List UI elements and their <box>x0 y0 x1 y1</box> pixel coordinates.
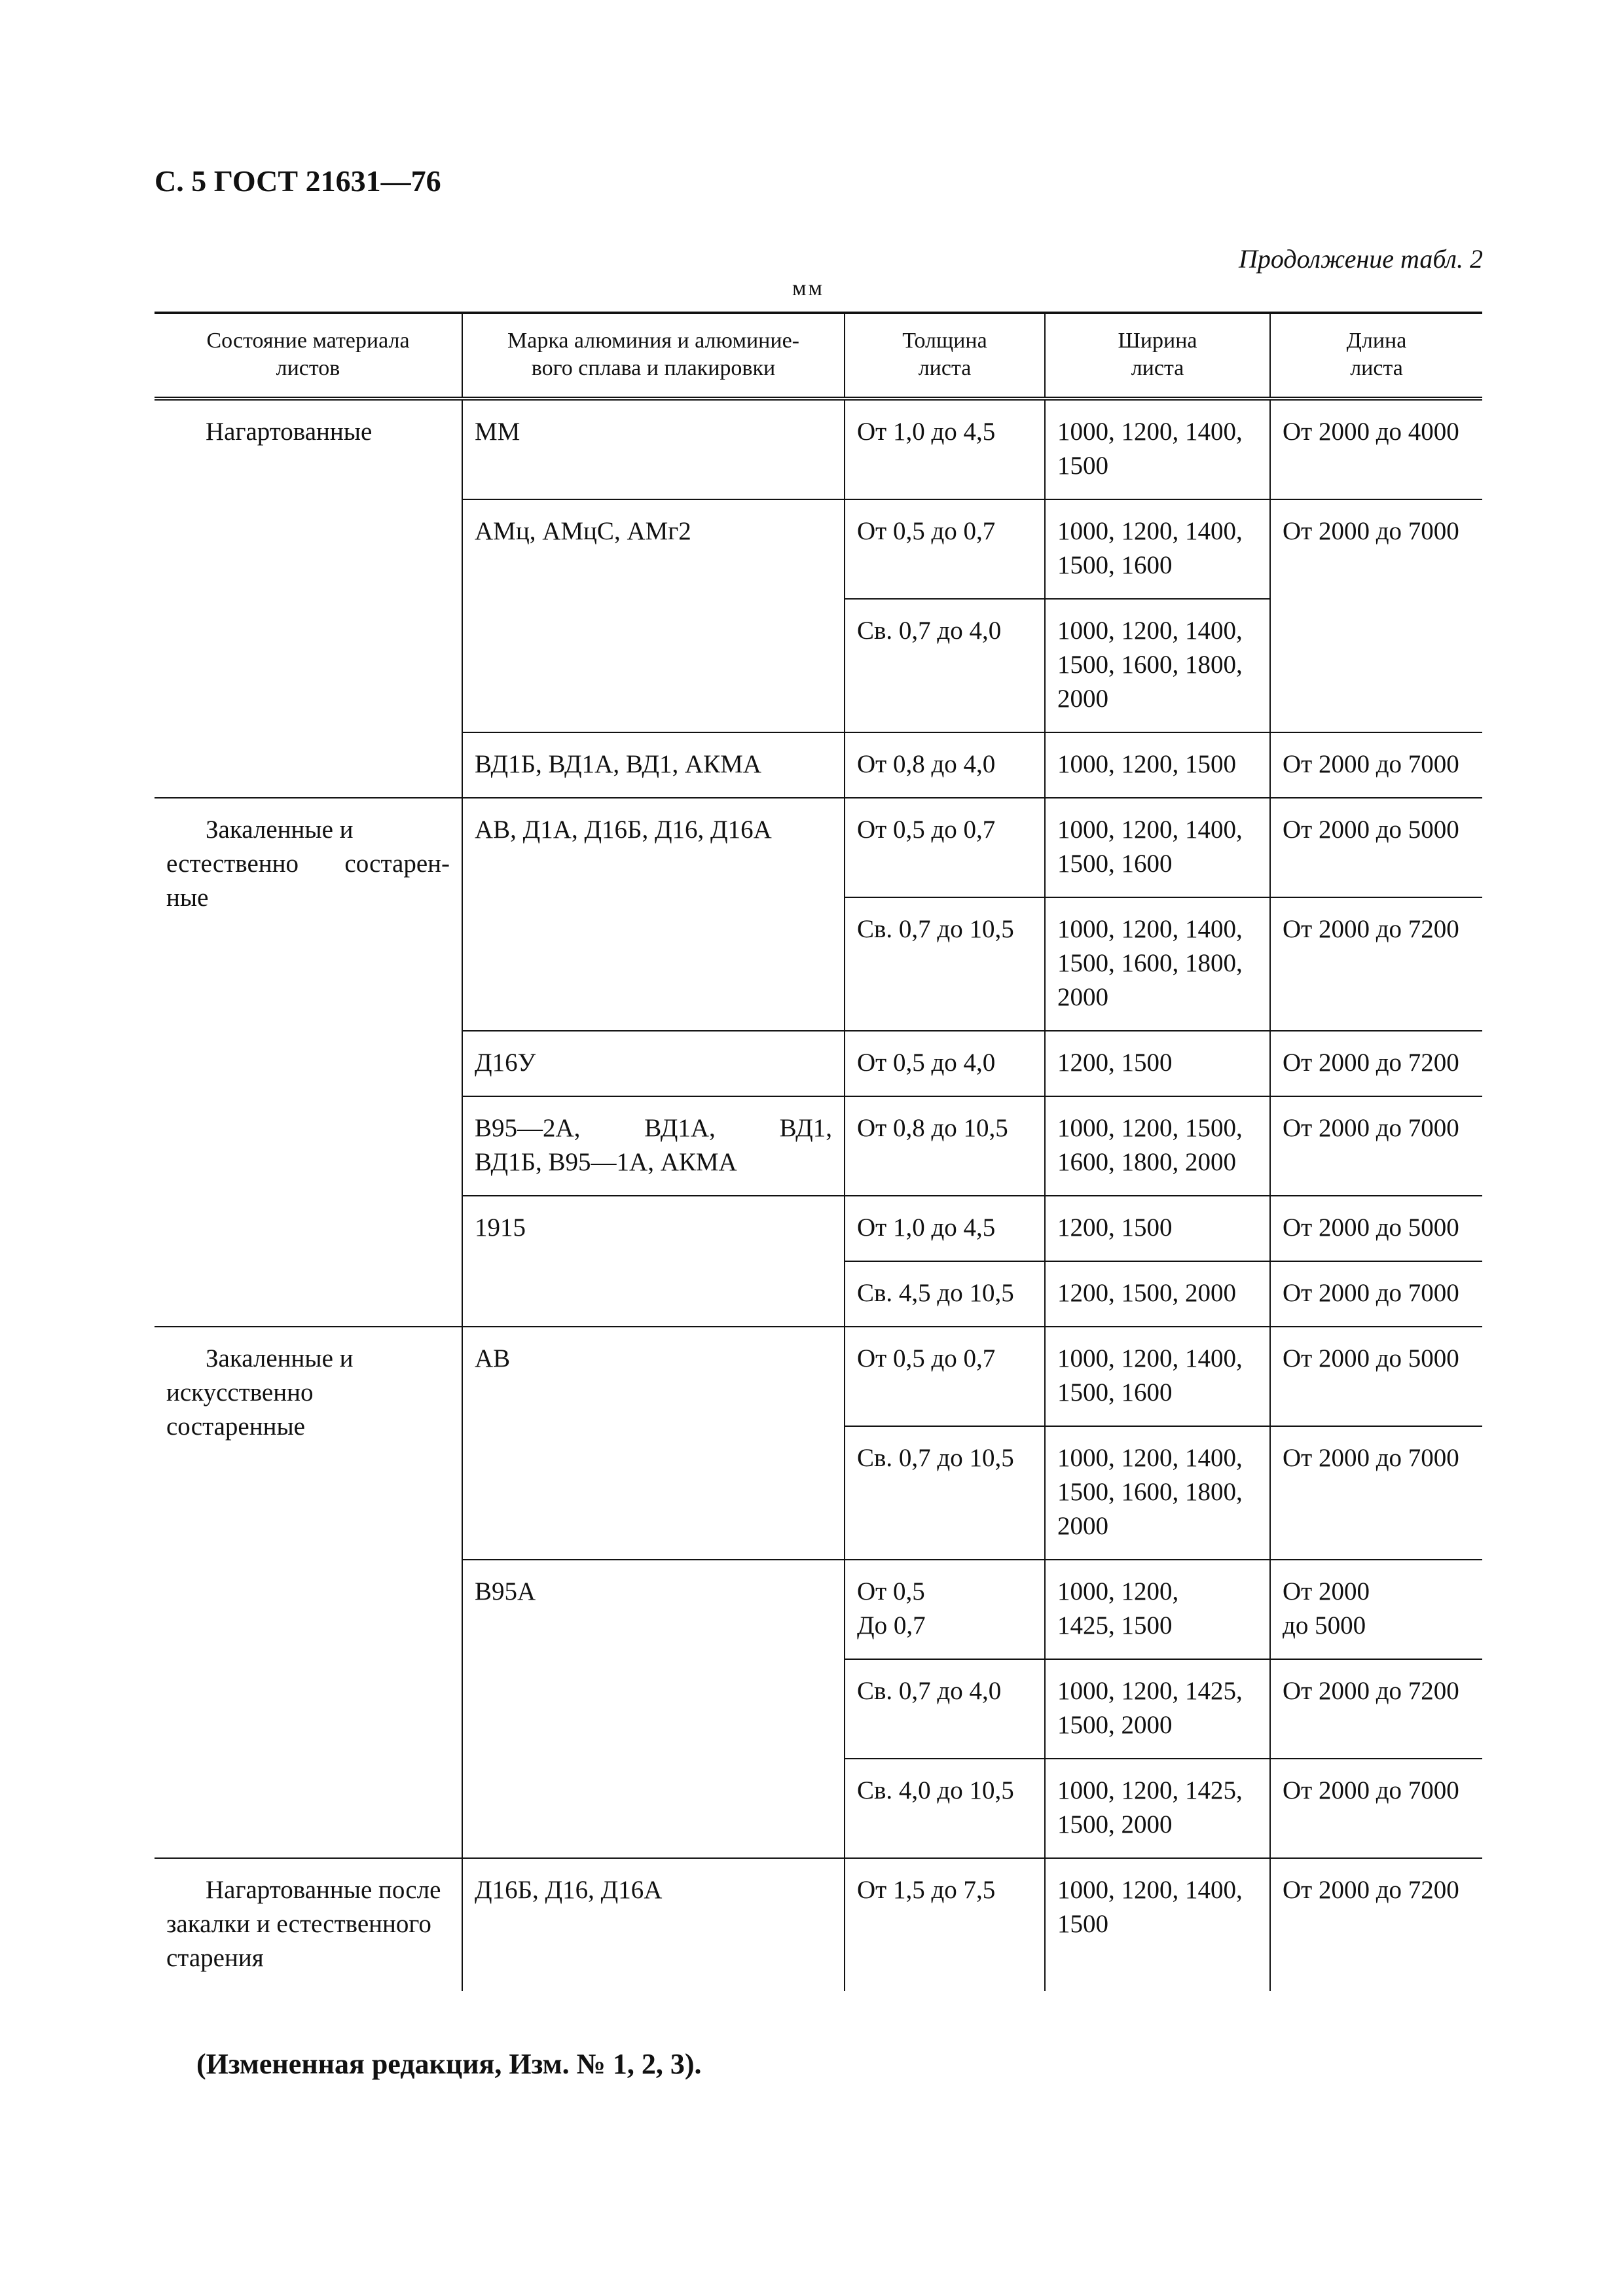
thickness-cell <box>845 897 1045 1031</box>
length-cell <box>1270 1858 1482 1991</box>
table-row <box>155 1327 1482 1426</box>
cell-text: искусственно <box>166 1378 314 1407</box>
width-cell <box>1045 599 1270 732</box>
header-text: Ширина <box>1118 329 1197 353</box>
cell-text: 1500, 1600 <box>1057 1378 1173 1407</box>
amendment-note: (Измененная редакция, Изм. № 1, 2, 3). <box>196 2048 702 2080</box>
width-cell <box>1045 1560 1270 1659</box>
alloy-grade-cell <box>462 1560 845 1858</box>
cell-text: От 2000 до 4000 <box>1283 418 1459 446</box>
cell-text: 1425, 1500 <box>1057 1611 1173 1640</box>
width-cell <box>1045 1327 1270 1426</box>
cell-text: От 2000 до 5000 <box>1283 1213 1459 1242</box>
cell-text: От 2000 до 5000 <box>1283 1344 1459 1372</box>
cell-text: 1000, 1200, 1400, <box>1057 915 1243 943</box>
cell-text: ВД1Б, В95—1А, АКМА <box>475 1148 737 1176</box>
cell-text: 1000, 1200, 1425, <box>1057 1677 1243 1705</box>
header-text: Состояние материала <box>206 329 410 353</box>
table-header-row <box>155 313 1482 399</box>
width-cell <box>1045 499 1270 599</box>
thickness-cell <box>845 1858 1045 1991</box>
thickness-cell <box>845 732 1045 798</box>
header-text: листа <box>1350 356 1403 380</box>
cell-text: Закаленные и <box>206 1344 354 1372</box>
table-row <box>155 399 1482 499</box>
alloy-grade-cell <box>462 1858 845 1991</box>
cell-text: От 2000 до 7000 <box>1283 750 1459 778</box>
thickness-cell <box>845 599 1045 732</box>
thickness-cell <box>845 1096 1045 1196</box>
cell-text: Св. 0,7 до 4,0 <box>857 1677 1002 1705</box>
alloy-grade-cell <box>462 798 845 1031</box>
material-state-cell <box>155 1327 462 1858</box>
thickness-cell <box>845 1560 1045 1659</box>
cell-text: 1000, 1200, 1400, <box>1057 1344 1243 1372</box>
cell-text: 1200, 1500 <box>1057 1049 1173 1077</box>
table-row <box>155 1858 1482 1991</box>
cell-text: ВД1Б, ВД1А, ВД1, АКМА <box>475 750 761 778</box>
sheet-dimensions-table <box>155 312 1482 1991</box>
alloy-grade-cell <box>462 1327 845 1560</box>
header-thickness <box>845 313 1045 399</box>
header-width <box>1045 313 1270 399</box>
thickness-cell <box>845 399 1045 499</box>
length-cell <box>1270 897 1482 1031</box>
cell-text: От 2000 до 7000 <box>1283 1279 1459 1307</box>
cell-text: до 5000 <box>1283 1611 1366 1640</box>
cell-text: старения <box>166 1944 264 1972</box>
cell-text: 2000 <box>1057 685 1108 713</box>
cell-text: От 2000 до 5000 <box>1283 816 1459 844</box>
length-cell <box>1270 1659 1482 1759</box>
cell-text: От 2000 до 7200 <box>1283 1049 1459 1077</box>
width-cell <box>1045 399 1270 499</box>
material-state-cell <box>155 1858 462 1991</box>
cell-text: 2000 <box>1057 983 1108 1011</box>
cell-text: От 0,5 <box>857 1577 925 1605</box>
cell-text: 1500, 1600, 1800, <box>1057 651 1243 679</box>
cell-text: 1000, 1200, 1500, <box>1057 1114 1243 1142</box>
cell-text: естественно состарен- <box>166 850 450 878</box>
cell-text: Д16Б, Д16, Д16А <box>475 1876 663 1904</box>
cell-text: От 1,0 до 4,5 <box>857 1213 996 1242</box>
cell-text: 1000, 1200, 1500 <box>1057 750 1236 778</box>
cell-text: ные <box>166 884 209 912</box>
cell-text: 1000, 1200, 1400, <box>1057 617 1243 645</box>
cell-text: Д16У <box>475 1049 536 1077</box>
cell-text: 1000, 1200, 1400, <box>1057 517 1243 545</box>
cell-text: 1200, 1500 <box>1057 1213 1173 1242</box>
cell-text: От 2000 <box>1283 1577 1370 1605</box>
width-cell <box>1045 1031 1270 1096</box>
header-text: вого сплава и плакировки <box>531 356 776 380</box>
cell-text: 1500, 1600 <box>1057 850 1173 878</box>
cell-text: От 0,8 до 4,0 <box>857 750 996 778</box>
cell-text: Св. 4,0 до 10,5 <box>857 1776 1014 1804</box>
cell-text: Св. 0,7 до 10,5 <box>857 1444 1014 1472</box>
cell-text: От 2000 до 7000 <box>1283 1444 1459 1472</box>
cell-text: 1000, 1200, 1400, <box>1057 1444 1243 1472</box>
alloy-grade-cell <box>462 399 845 499</box>
table-row <box>155 798 1482 897</box>
width-cell <box>1045 897 1270 1031</box>
cell-text: Св. 4,5 до 10,5 <box>857 1279 1014 1307</box>
width-cell <box>1045 1659 1270 1759</box>
thickness-cell <box>845 1759 1045 1858</box>
cell-text: Нагартованные <box>206 418 373 446</box>
header-text: Длина <box>1346 329 1407 353</box>
thickness-cell <box>845 1426 1045 1560</box>
header-alloy-grade <box>462 313 845 399</box>
cell-text: 1000, 1200, 1400, <box>1057 1876 1243 1904</box>
thickness-cell <box>845 1659 1045 1759</box>
cell-text: От 0,5 до 0,7 <box>857 1344 996 1372</box>
length-cell <box>1270 399 1482 499</box>
cell-text: Св. 0,7 до 10,5 <box>857 915 1014 943</box>
cell-text: От 2000 до 7000 <box>1283 517 1459 545</box>
thickness-cell <box>845 1261 1045 1327</box>
cell-text: 1200, 1500, 2000 <box>1057 1279 1236 1307</box>
cell-text: От 2000 до 7000 <box>1283 1114 1459 1142</box>
cell-text: Закаленные и <box>206 816 354 844</box>
thickness-cell <box>845 499 1045 599</box>
length-cell <box>1270 1196 1482 1261</box>
header-text: листов <box>276 356 340 380</box>
material-state-cell <box>155 399 462 798</box>
header-text: листа <box>1131 356 1184 380</box>
cell-text: От 2000 до 7200 <box>1283 915 1459 943</box>
cell-text: В95—2А, ВД1А, ВД1, <box>475 1114 832 1142</box>
cell-text: 1600, 1800, 2000 <box>1057 1148 1236 1176</box>
cell-text: 1000, 1200, <box>1057 1577 1179 1605</box>
material-state-cell <box>155 798 462 1327</box>
cell-text: АВ, Д1А, Д16Б, Д16, Д16А <box>475 816 772 844</box>
cell-text: 2000 <box>1057 1512 1108 1540</box>
cell-text: АМц, АМцС, АМг2 <box>475 517 691 545</box>
cell-text: От 1,0 до 4,5 <box>857 418 996 446</box>
length-cell <box>1270 1261 1482 1327</box>
thickness-cell <box>845 1196 1045 1261</box>
cell-text: 1500, 1600, 1800, <box>1057 1478 1243 1506</box>
length-cell <box>1270 732 1482 798</box>
cell-text: 1500, 2000 <box>1057 1810 1173 1839</box>
cell-text: 1000, 1200, 1400, <box>1057 418 1243 446</box>
page-header: С. 5 ГОСТ 21631—76 <box>155 164 441 198</box>
length-cell <box>1270 798 1482 897</box>
header-text: Марка алюминия и алюминие- <box>507 329 799 353</box>
cell-text: 1500, 2000 <box>1057 1711 1173 1739</box>
table-continuation-label: Продолжение табл. 2 <box>1238 244 1483 274</box>
cell-text: 1915 <box>475 1213 526 1242</box>
header-length <box>1270 313 1482 399</box>
alloy-grade-cell <box>462 499 845 732</box>
width-cell <box>1045 1261 1270 1327</box>
alloy-grade-cell <box>462 1031 845 1096</box>
cell-text: 1500, 1600, 1800, <box>1057 949 1243 977</box>
length-cell <box>1270 1327 1482 1426</box>
width-cell <box>1045 1096 1270 1196</box>
width-cell <box>1045 1858 1270 1991</box>
width-cell <box>1045 1426 1270 1560</box>
width-cell <box>1045 1196 1270 1261</box>
cell-text: От 2000 до 7000 <box>1283 1776 1459 1804</box>
width-cell <box>1045 732 1270 798</box>
cell-text: От 1,5 до 7,5 <box>857 1876 996 1904</box>
cell-text: В95А <box>475 1577 536 1605</box>
cell-text: АВ <box>475 1344 511 1372</box>
header-material-state <box>155 313 462 399</box>
cell-text: От 0,8 до 10,5 <box>857 1114 1008 1142</box>
length-cell <box>1270 1560 1482 1659</box>
width-cell <box>1045 1759 1270 1858</box>
cell-text: От 0,5 до 0,7 <box>857 517 996 545</box>
cell-text: закалки и естественного <box>166 1910 431 1938</box>
thickness-cell <box>845 1327 1045 1426</box>
cell-text: 1500 <box>1057 452 1108 480</box>
length-cell <box>1270 499 1482 732</box>
header-text: листа <box>918 356 972 380</box>
cell-text: До 0,7 <box>857 1611 926 1640</box>
thickness-cell <box>845 798 1045 897</box>
cell-text: 1000, 1200, 1400, <box>1057 816 1243 844</box>
cell-text: От 2000 до 7200 <box>1283 1677 1459 1705</box>
cell-text: ММ <box>475 418 520 446</box>
cell-text: состаренные <box>166 1412 305 1441</box>
cell-text: От 0,5 до 0,7 <box>857 816 996 844</box>
alloy-grade-cell <box>462 1096 845 1196</box>
units-label: мм <box>792 276 825 300</box>
width-cell <box>1045 798 1270 897</box>
length-cell <box>1270 1759 1482 1858</box>
alloy-grade-cell <box>462 732 845 798</box>
header-text: Толщина <box>902 329 987 353</box>
cell-text: От 0,5 до 4,0 <box>857 1049 996 1077</box>
thickness-cell <box>845 1031 1045 1096</box>
length-cell <box>1270 1426 1482 1560</box>
cell-text: Св. 0,7 до 4,0 <box>857 617 1002 645</box>
cell-text: 1500, 1600 <box>1057 551 1173 579</box>
cell-text: 1000, 1200, 1425, <box>1057 1776 1243 1804</box>
length-cell <box>1270 1096 1482 1196</box>
length-cell <box>1270 1031 1482 1096</box>
cell-text: От 2000 до 7200 <box>1283 1876 1459 1904</box>
alloy-grade-cell <box>462 1196 845 1327</box>
cell-text: 1500 <box>1057 1910 1108 1938</box>
cell-text: Нагартованные после <box>206 1876 441 1904</box>
